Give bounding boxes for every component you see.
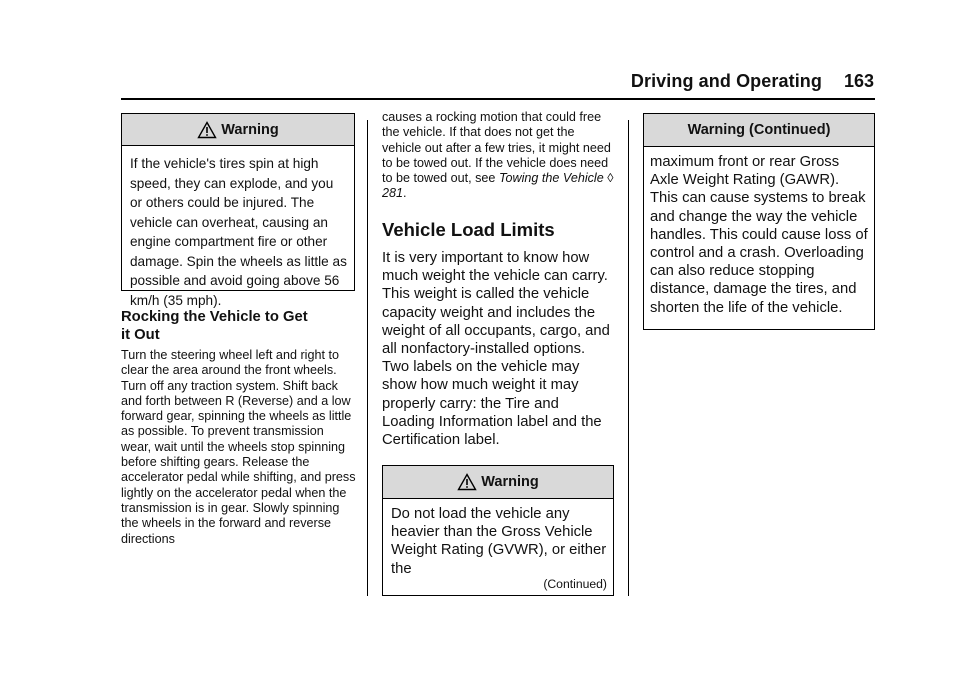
load-limits-title: Vehicle Load Limits (382, 219, 555, 240)
towing-reference[interactable]: Towing the Vehicle (498, 171, 604, 186)
continuation-text (382, 110, 614, 202)
section-title: Driving and Operating (630, 71, 822, 91)
rocking-heading-line1: Rocking the Vehicle to Get (121, 309, 308, 325)
warning-triangle-icon (197, 121, 217, 139)
load-limits-text: It is very important to know how much weight the vehicle can carry. This weight is called the vehicle capacity weight and includes the weight of all occupants, cargo, and all nonfactory-installed options. Two labels on the vehicle may show how much weight it may properly carry: the Tire and Loading Information label and the Certification label. (382, 250, 610, 449)
column-divider-left (367, 120, 368, 596)
column-divider-right (628, 120, 629, 596)
reference-period: . (403, 186, 407, 201)
continuation-body: causes a rocking motion that could free the vehicle. If that does not get the vehicle out after a few tries, it might need to be towed out. If the vehicle does need to be towed out, see (382, 110, 611, 186)
rocking-heading (121, 308, 361, 344)
warning-box-tires (121, 113, 355, 308)
warning-title: Warning (481, 474, 539, 490)
warning-triangle-icon (457, 473, 477, 491)
rocking-text: Turn the steering wheel left and right to clear the area around the front wheels. Turn off any traction system. Shift back and forth between R (Reverse) and a low forward gear, spinning the wheels as little as possible. To prevent transmission wear, wait until the wheels stop spinning before shifting gears. Release the accelerator pedal while shifting, and press lightly on the accelerator pedal when the transmission is in gear. Slowly spinning the wheels in the forward and reverse directions (121, 348, 356, 546)
page-number: 163 (843, 71, 874, 91)
header-divider (121, 98, 875, 100)
warning-box-load (382, 465, 614, 596)
warning-text: Do not load the vehicle any heavier than the Gross Vehicle Weight Rating (GVWR), or either the (391, 506, 607, 577)
warning-header (122, 114, 354, 146)
warning-title: Warning (Continued) (687, 122, 831, 138)
warning-text: If the vehicle's tires spin at high speed, they can explode, and you or others could be injured. The vehicle can overheat, causing an engine compartment fire or other damage. Spin the wheels as little as possible and avoid going above 56 km/h (35 mph). (130, 156, 347, 308)
page-ref-icon: ◊ (607, 171, 614, 186)
towing-page-link[interactable]: 281 (382, 186, 404, 201)
warning-header (383, 466, 613, 499)
warning-header (644, 114, 874, 147)
continued-label: (Continued) (543, 577, 607, 591)
warning-text: maximum front or rear Gross Axle Weight Rating (GAWR). This can cause systems to break and change the way the vehicle handles. This could cause loss of control and a crash. Overloading can also reduce stopping distance, damage the tires, and shorten the life of the vehicle. (650, 154, 868, 316)
warning-title: Warning (221, 121, 279, 138)
rocking-heading-line2: it Out (121, 327, 160, 343)
warning-box-continued (643, 113, 875, 330)
